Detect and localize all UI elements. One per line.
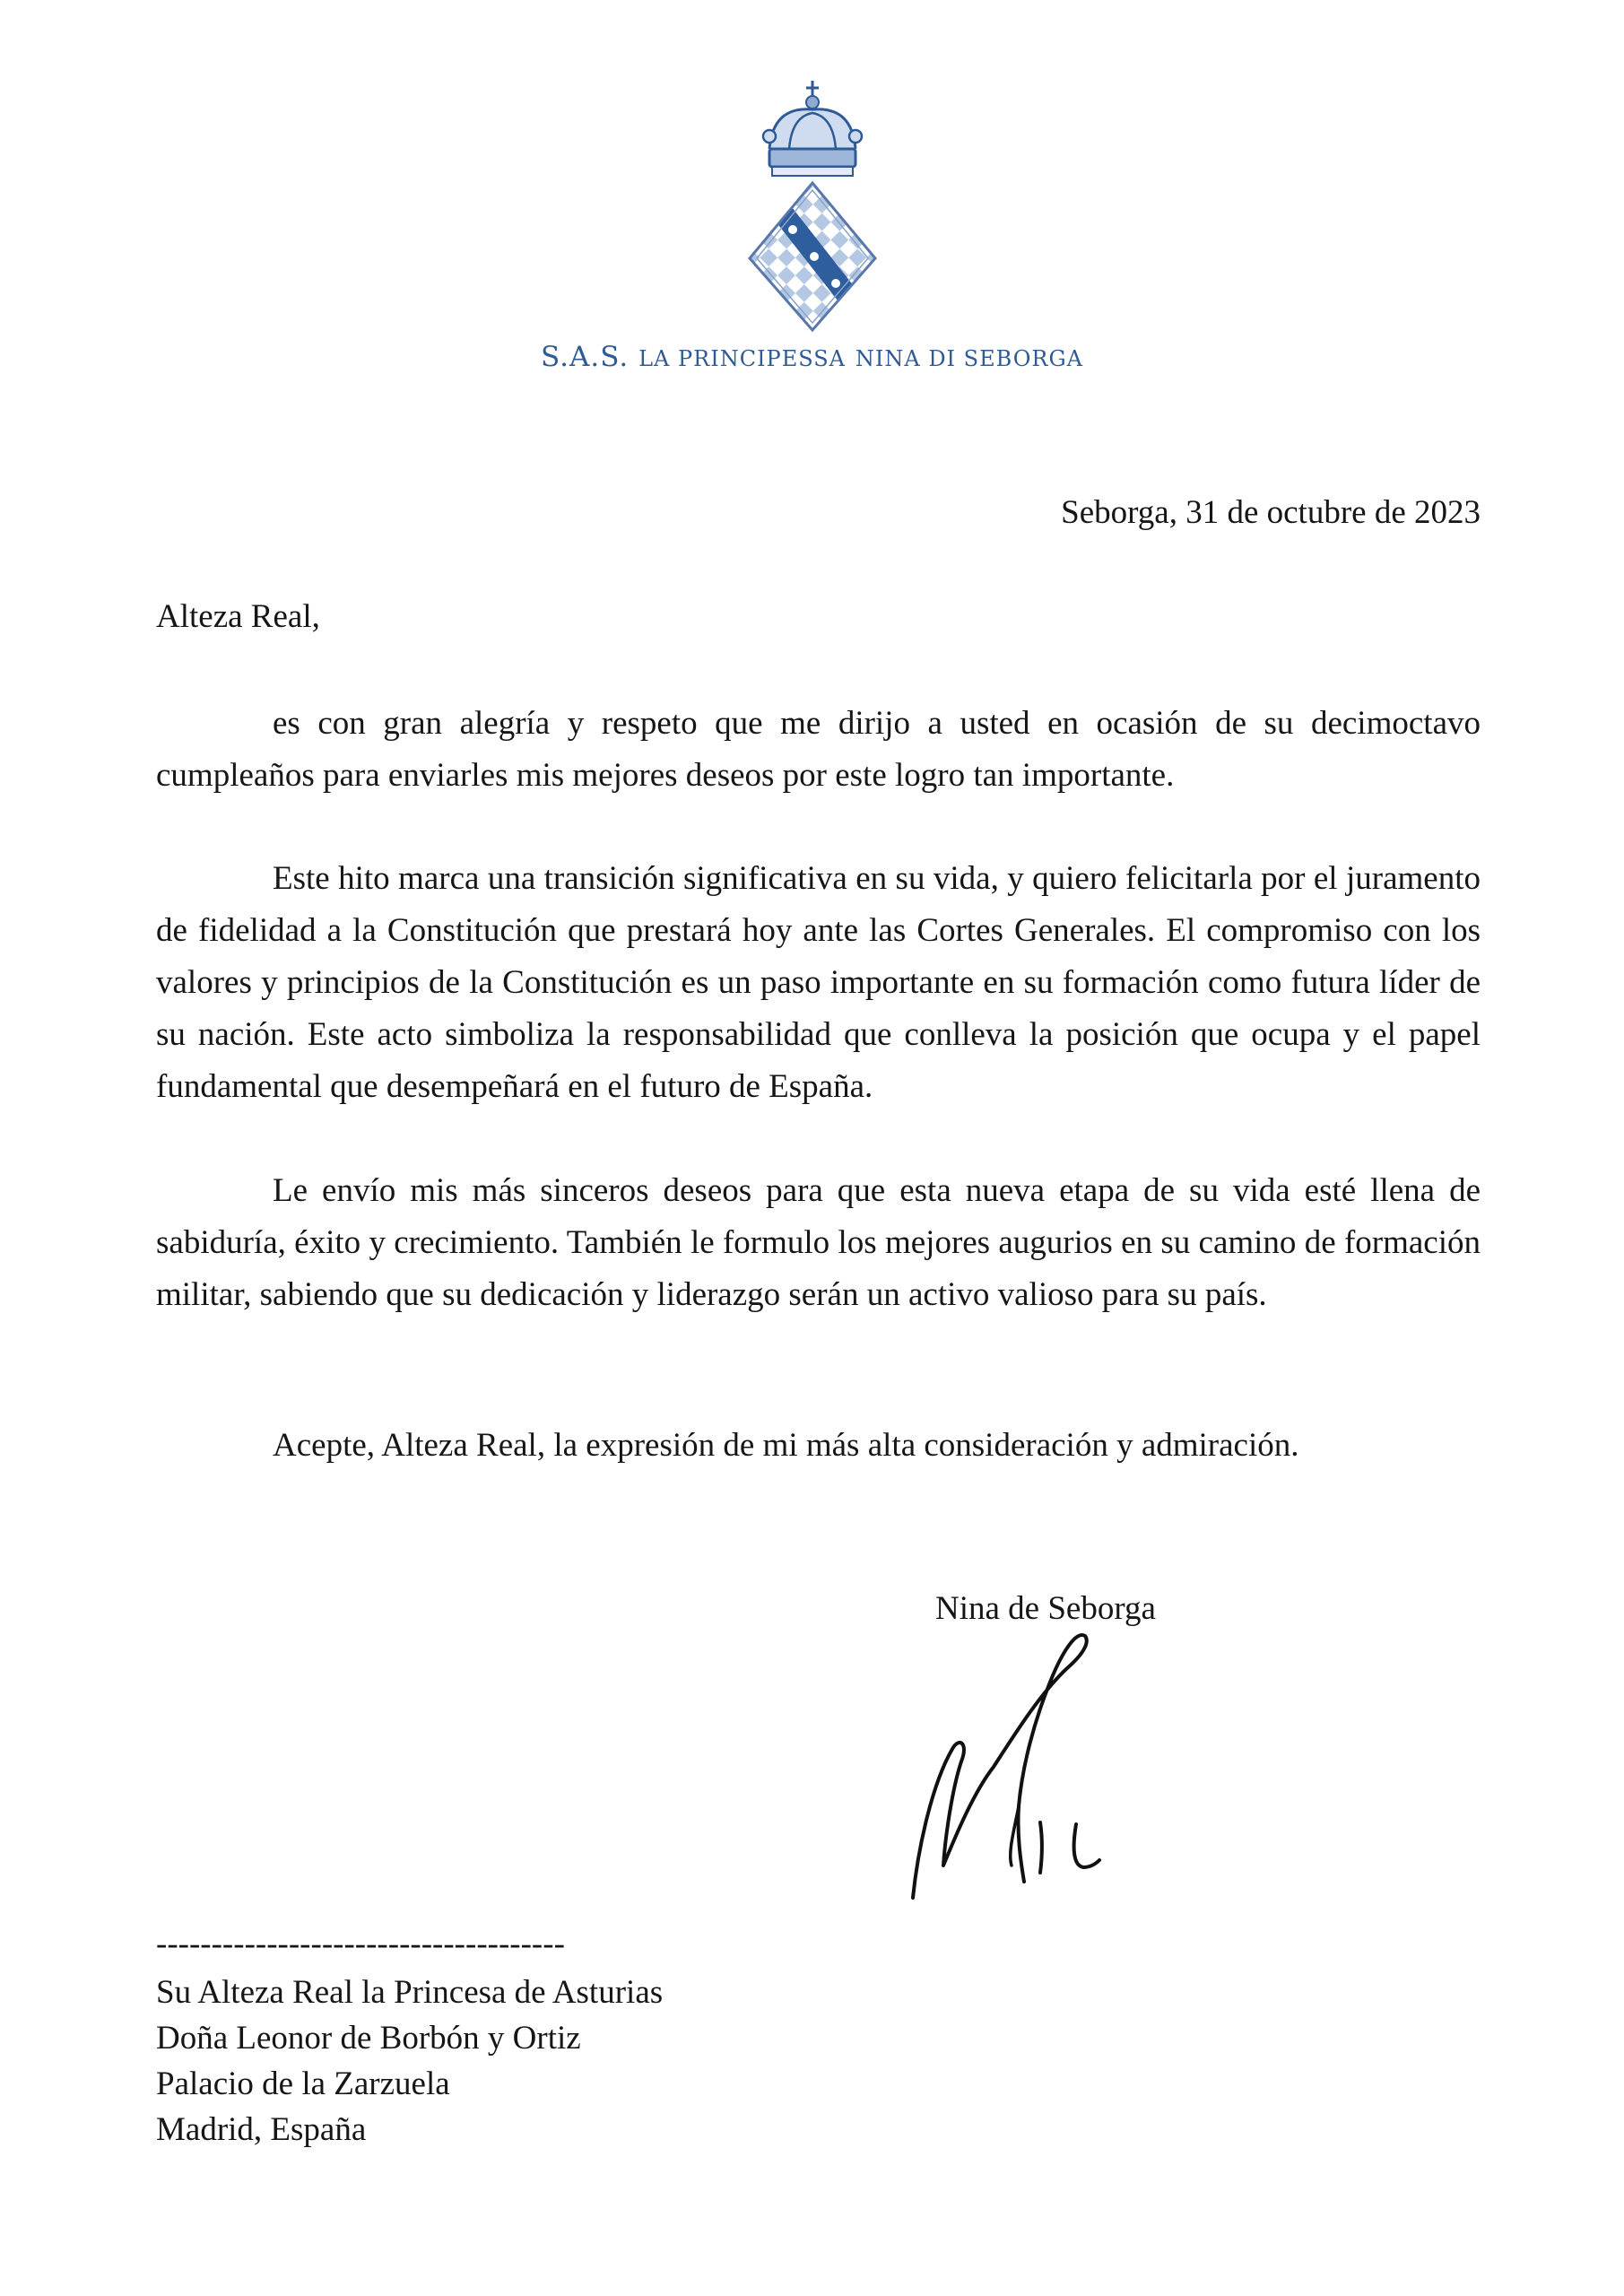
letterhead-title-name: NINA DI SEBORGA <box>855 346 1083 371</box>
letterhead-title-prefix: S.A.S. <box>541 341 630 373</box>
address-line: Doña Leonor de Borbón y Ortiz <box>156 2020 581 2057</box>
signer-name: Nina de Seborga <box>935 1590 1156 1627</box>
handwritten-signature-icon <box>906 1631 1103 1909</box>
recipient-address <box>156 1970 663 2152</box>
body-paragraph: es con gran alegría y respeto que me dirijo a usted en ocasión de su decimoctavo cumpleaños para enviarles mis mejores deseos por este logro tan importante. <box>156 705 1481 794</box>
salutation: Alteza Real, <box>156 598 320 635</box>
address-line: Madrid, España <box>156 2111 367 2148</box>
closing-sentence: Acepte, Alteza Real, la expresión de mi más alta consideración y admiración. <box>273 1427 1299 1464</box>
separator-line: ------------------------------------- <box>156 1926 565 1962</box>
letterhead-title-middle: LA PRINCIPESSA <box>638 346 847 371</box>
date-line: Seborga, 31 de octubre de 2023 <box>1061 494 1481 531</box>
address-line: Su Alteza Real la Princesa de Asturias <box>156 1974 664 2011</box>
body-paragraph: Le envío mis más sinceros deseos para que esta nueva etapa de su vida esté llena de sabiduría, éxito y crecimiento. También le formulo los mejores augurios en su camino de formación militar, sabiendo que su dedicación y liderazgo serán un activo valioso para su país. <box>156 1172 1481 1313</box>
body-paragraph: Este hito marca una transición significativa en su vida, y quiero felicitarla por el juramento de fidelidad a la Constitución que prestará hoy ante las Cortes Generales. El compromiso con los valores y principios de la Constitución es un paso importante en su formación como futura líder de su nación. Este acto simboliza la responsabilidad que conlleva la posición que ocupa y el papel fundamental que desempeñará en el futuro de España. <box>156 860 1481 1105</box>
letterhead-title <box>0 341 1624 373</box>
crowned-lozenge-coat-of-arms-icon <box>743 79 882 332</box>
address-line: Palacio de la Zarzuela <box>156 2066 450 2102</box>
